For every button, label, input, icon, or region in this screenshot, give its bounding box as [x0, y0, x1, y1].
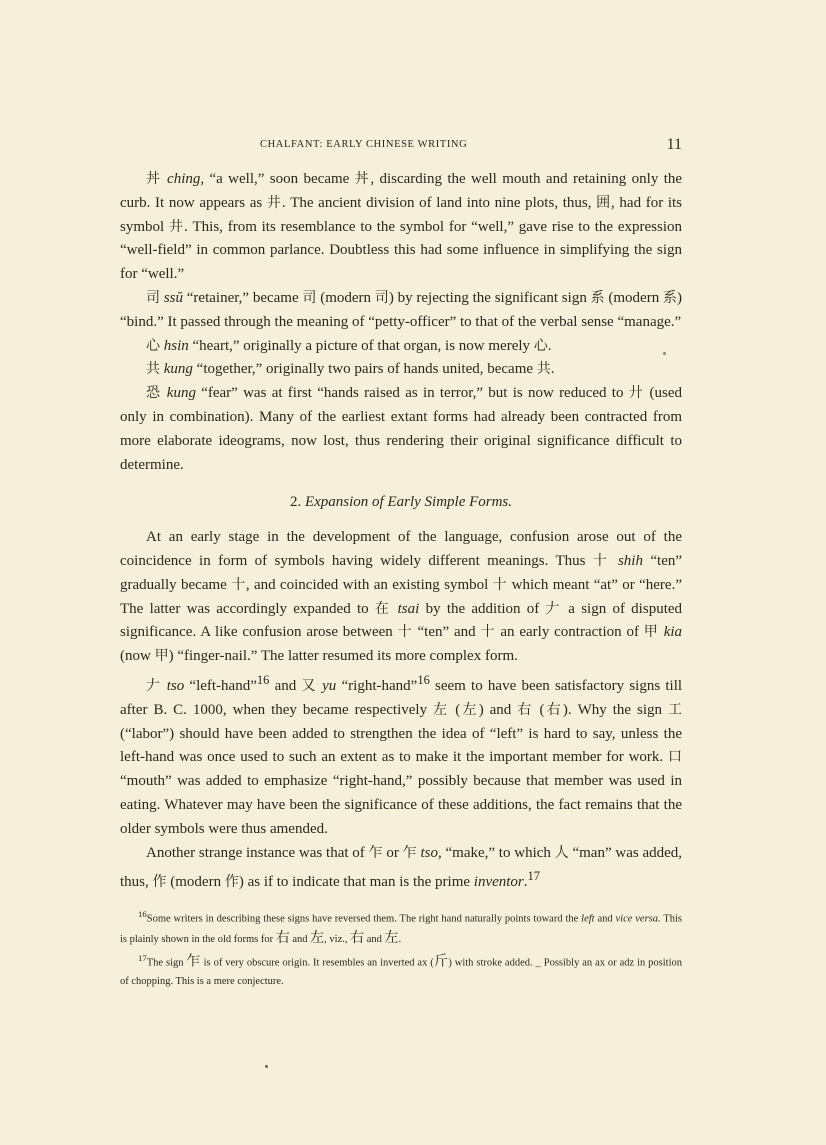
paragraph: 𠂇 tso “left-hand”$^{16}$ and 又 yu “right-hand”$^{16}$ seem to have been satisfactory signs till after B. C. 1000, when they became respectively 左 (左) and 右 (右). Why the sign 工 (“labor”) should have been added to strengthen the idea of “left” is hard to say, unless the left-hand was once used to such an extent as to make it the important member for work. 口 “mouth” was added to emphasize “right-hand,” possibly because that member was used in eating. Whatever may have been the significance of these additions, the fact remains that the older symbols were thus amended.	[120, 672, 683, 837]
chinese-glyph: 乍	[368, 844, 383, 861]
footnote-ref[interactable]: 17	[527, 869, 541, 884]
romanization: kung	[163, 361, 193, 378]
chinese-glyph: 心	[146, 337, 160, 354]
paragraph: 司 ssŭ “retainer,” became 司 (modern 司) by rejecting the significant sign 系 (modern 系) “bind.” It passed through the meaning of “petty-officer” to that of the verbal sense “manage.”	[120, 289, 683, 330]
section-number: 2.	[289, 494, 302, 511]
chinese-glyph: 系	[663, 289, 678, 306]
footnotes	[120, 905, 682, 991]
chinese-glyph: 右	[275, 929, 290, 946]
paragraph: 恐 kung “fear” was at first “hands raised as in terror,” but is now reduced to 廾 (used only in combination). Many of the earliest extant forms had already been contracted from more elaborate ideograms, now lost, thus rendering their original significance difficult to determine.	[120, 385, 683, 473]
romanization: kia	[663, 624, 683, 641]
paragraph: Another strange instance was that of 乍 or 乍 tso, “make,” to which 人 “man” was added, thus, 作 (modern 作) as if to indicate that man is the prime inventor.$^{17}$	[120, 844, 683, 891]
footnote-number: 17	[138, 952, 147, 963]
page-header	[120, 136, 682, 156]
chinese-glyph: 右	[544, 701, 563, 718]
chinese-glyph: 十	[492, 576, 508, 593]
footnote-number: 16	[138, 909, 147, 919]
romanization: hsin	[163, 337, 189, 354]
chinese-glyph: 井	[266, 194, 282, 211]
paragraph: 丼 ching, “a well,” soon became 丼, discarding the well mouth and retaining only the curb. It now appears as 井. The ancient division of land into nine plots, thus, 囲, had for its symbol 井. This, from its resemblance to the symbol for “well,” gave rise to the expression “well-field” in common parlance. Doubtless this had some influence in simplifying the sign for “well.”	[120, 171, 683, 283]
chinese-glyph: 左	[310, 929, 325, 946]
chinese-glyph: 左	[433, 701, 450, 718]
stray-dot	[265, 1065, 268, 1068]
chinese-glyph: 井	[168, 218, 184, 235]
chinese-glyph: 十	[231, 576, 246, 593]
chinese-glyph: 丼	[146, 171, 162, 187]
chinese-glyph: 司	[302, 289, 317, 306]
chinese-glyph: 十	[397, 624, 413, 641]
page-number: 11	[666, 136, 682, 153]
chinese-glyph: 作	[152, 874, 167, 891]
chinese-glyph: 右	[517, 701, 534, 718]
chinese-glyph: 恐	[146, 385, 162, 402]
body-text	[120, 168, 682, 895]
chinese-glyph: 十	[480, 624, 496, 641]
chinese-glyph: 又	[301, 677, 317, 694]
romanization: tso	[166, 677, 185, 694]
paragraph: At an early stage in the development of the language, confusion arose out of the coincidence in form of symbols having widely different meanings. Thus 十 shih “ten” gradually became 十, and coincided with an existing symbol 十 which meant “at” or “here.” The latter was accordingly expanded to 在 tsai by the addition of 𠂇 a sign of disputed significance. A like confusion arose between 十 “ten” and 十 an early contraction of 甲 kia (now 甲) “finger-nail.” The latter resumed its more complex form.	[120, 529, 683, 665]
chinese-glyph: 司	[374, 289, 389, 306]
romanization: ching	[167, 171, 201, 187]
romanization: tsai	[397, 600, 420, 617]
footnote: $^{16}$Some writers in describing these signs have reversed them. The right hand naturally points toward the left and vice versa. This is plainly shown in the old forms for 右 and 左, viz., 右 and 左.	[120, 909, 682, 946]
chinese-glyph: 甲	[154, 648, 169, 665]
chinese-glyph: 廾	[628, 385, 645, 402]
chinese-glyph: 乍	[402, 844, 417, 861]
chinese-glyph: 左	[384, 929, 399, 946]
chinese-glyph: 共	[146, 361, 160, 378]
paragraph: 共 kung “together,” originally two pairs of hands united, became 共.	[146, 361, 555, 378]
chinese-glyph: 人	[554, 844, 569, 861]
footnote-ref[interactable]: 16	[256, 672, 270, 687]
chinese-glyph: 𠂇	[545, 600, 563, 617]
chinese-glyph: 右	[350, 929, 365, 946]
chinese-glyph: 口	[668, 749, 682, 766]
footnote: $^{17}$The sign 乍 is of very obscure origin. It resembles an inverted ax (斤) with stroke added. _ Possibly an ax or adz in position of chopping. This is a mere conjecture.	[120, 952, 682, 987]
romanization: yu	[322, 677, 337, 694]
romanization: ssŭ	[163, 289, 183, 306]
romanization: kung	[166, 385, 196, 402]
chinese-glyph: 工	[668, 701, 683, 718]
section-title: Expansion of Early Simple Forms.	[304, 494, 513, 511]
chinese-glyph: 心	[533, 337, 548, 354]
chinese-glyph: 司	[146, 289, 161, 306]
chinese-glyph: 囲	[596, 194, 612, 211]
chinese-glyph: 丼	[354, 171, 371, 187]
chinese-glyph: 共	[536, 361, 551, 378]
stray-mark	[663, 352, 666, 355]
chinese-glyph: 甲	[643, 624, 659, 641]
chinese-glyph: 系	[590, 289, 605, 306]
chinese-glyph: 左	[460, 701, 479, 718]
chinese-glyph: 十	[592, 552, 611, 569]
running-head: CHALFANT: EARLY CHINESE WRITING	[260, 139, 468, 150]
chinese-glyph: 斤	[433, 953, 449, 969]
footnote-ref[interactable]: 16	[417, 672, 430, 687]
romanization: tso	[420, 844, 438, 861]
chinese-glyph: 作	[224, 874, 239, 891]
emphasis: inventor	[473, 874, 524, 891]
chinese-glyph: 在	[374, 600, 392, 617]
section-heading	[120, 491, 682, 515]
chinese-glyph: 乍	[186, 953, 201, 969]
chinese-glyph: 𠂇	[146, 677, 162, 694]
romanization: shih	[617, 552, 643, 569]
paragraph: 心 hsin “heart,” originally a picture of that organ, is now merely 心.	[146, 337, 552, 354]
